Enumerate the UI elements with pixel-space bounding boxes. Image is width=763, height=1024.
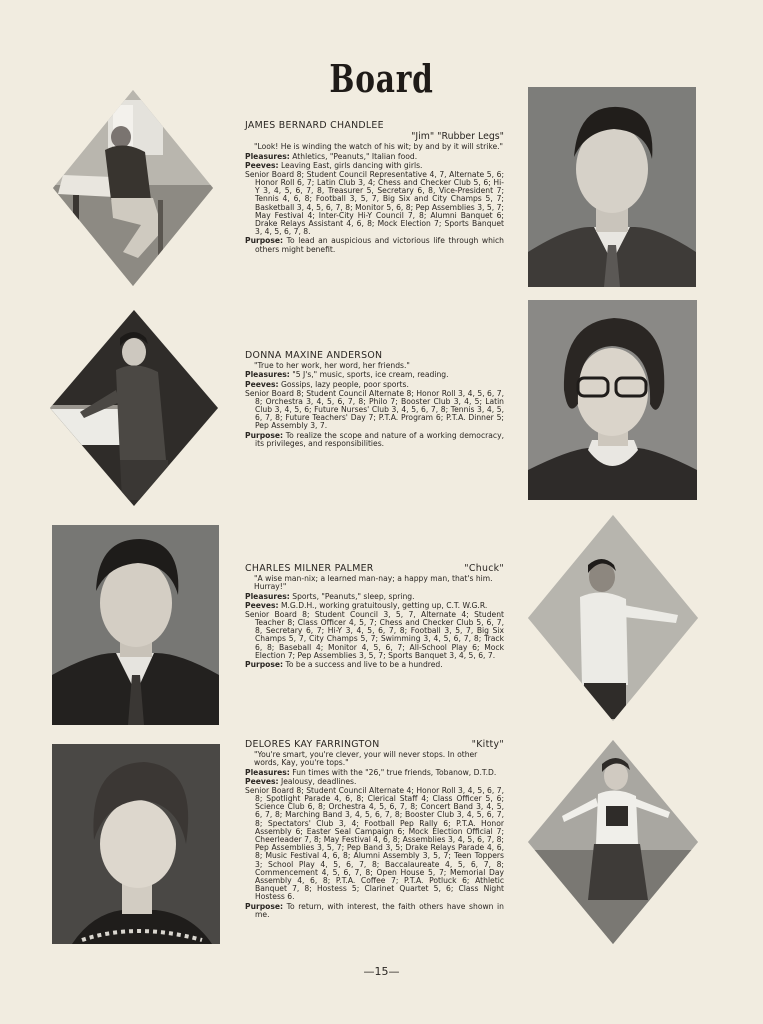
student-name: JAMES BERNARD CHANDLEE — [245, 120, 384, 131]
student-quote: "True to her work, her word, her friends." — [254, 361, 410, 371]
page-number: —15— — [363, 965, 400, 978]
pleasures-label: Pleasures: — [245, 151, 290, 161]
student-nickname: "Jim" "Rubber Legs" — [411, 131, 504, 143]
pleasures-text: Athletics, "Peanuts," Italian food. — [292, 151, 418, 161]
purpose-label: Purpose: — [245, 901, 284, 911]
candid-photo-anderson-piano — [50, 310, 218, 506]
student-nickname: "Kitty" — [471, 739, 504, 750]
portrait-anderson — [528, 300, 697, 500]
purpose-line — [245, 432, 504, 448]
student-name-row — [245, 121, 504, 131]
pleasures-text: Sports, "Peanuts," sleep, spring. — [292, 591, 415, 601]
bio-farrington — [245, 740, 504, 920]
student-name: DONNA MAXINE ANDERSON — [245, 350, 383, 361]
student-name-row — [245, 564, 504, 574]
purpose-text: To lead an auspicious and victorious life through which others might benefit. — [255, 236, 504, 254]
student-quote: "You're smart, you're clever, your will never stops. In other words, Kay, you're tops." — [254, 750, 478, 768]
bio-palmer — [245, 564, 504, 670]
portrait-palmer — [52, 525, 219, 725]
student-nickname: "Chuck" — [464, 563, 504, 574]
peeves-label: Peeves: — [245, 379, 279, 389]
purpose-text: To realize the scope and nature of a working democracy, its privileges, and responsibilities. — [255, 430, 504, 448]
pleasures-line — [245, 769, 504, 777]
peeves-line — [245, 381, 504, 389]
peeves-line — [245, 602, 504, 610]
bio-anderson — [245, 351, 504, 449]
portrait-chandlee — [528, 87, 696, 287]
peeves-label: Peeves: — [245, 160, 279, 170]
activities-text: Senior Board 8; Student Council Representative 4, 7, Alternate 5, 6; Honor Roll 6, 7; Latin Club 3, 4; Chess and Checker Club 5, 6; Hi-Y 3, 4, 5, 6, 7, 8, Treasurer 5, Secretary 6, 8, Vice-President 7; Tennis 4, 6, 8; Football 3, 5, 7, Big Six and City Champs 5, 7; Basketball 3, 4, 5, 6, 7, 8; Monitor 5, 6, 8; Pep Assemblies 3, 5, 7; May Festival 4; Inter-City Hi-Y Council 7, 8; Alumni Banquet 6; Drake Relays Assistant 4, 6, 8; Mock Election 7; Sports Banquet 3, 4, 5, 6, 7, 8. — [245, 169, 504, 237]
peeves-label: Peeves: — [245, 600, 279, 610]
peeves-text: M.G.D.H., working gratuitously, getting up, C.T. W.G.R. — [280, 600, 488, 610]
purpose-label: Purpose: — [245, 236, 284, 246]
pleasures-label: Pleasures: — [245, 591, 290, 601]
peeves-line — [245, 162, 504, 170]
pleasures-line — [245, 593, 504, 601]
purpose-line — [245, 237, 504, 253]
peeves-text: Leaving East, girls dancing with girls. — [280, 160, 423, 170]
activities-text: Senior Board 8; Student Council 3, 5, 7, Alternate 4; Student Teacher 8; Class Officer 4, 5, 7; Chess and Checker Club 5, 6, 7, 8, Secretary 6, 7; Hi-Y 3, 4, 5, 6, 7, 8; Football 3, 5, 7, Big Six Champs 5, 7, City Champs 5, 7; Swimming 3, 4, 5, 6, 7, 8; Track 6, 8; Baseball 4; Monitor 4, 5, 6, 7; All-School Play 6; Mock Election 7; Pep Assemblies 3, 5, 7; Sports Banquet 3, 4, 5, 6, 7. — [245, 609, 504, 660]
student-name-row — [245, 740, 504, 750]
activities-text: Senior Board 8; Student Council Alternate 8; Honor Roll 3, 4, 5, 6, 7, 8; Orchestra 3, 4, 5, 6, 7, 8; Philo 7; Booster Club 3, 4, 5; Latin Club 3, 4, 5, 6; Future Nurses' Club 3, 4, 5, 6, 7, 8; Tennis 3, 4, 5, 6, 7, 8; Future Teachers' Day 7; P.T.A. Program 6; P.T.A. Dinner 5; Pep Assembly 3, 7. — [245, 388, 504, 431]
pleasures-label: Pleasures: — [245, 767, 290, 777]
page-title: Board — [329, 56, 434, 101]
activities-text: Senior Board 8; Student Council Alternate 4; Honor Roll 3, 4, 5, 6, 7, 8; Spotlight Parade 4, 6, 8; Clerical Staff 4; Class Officer 5, 6; Science Club 6, 8; Orchestra 4, 5, 6, 7, 8; Concert Band 3, 4, 5, 6, 7, 8; Marching Band 3, 4, 5, 6, 7, 8; Booster Club 3, 4, 5, 6, 7, 8; Spectators' Club 3, 4; Football Pep Rally 6; P.T.A. Honor Assembly 6; Easter Seal Campaign 6; Mock Election Official 7; Cheerleader 7, 8; May Festival 4, 6, 8; Assemblies 3, 4, 5, 6, 7, 8; Pep Assemblies 3, 5, 7; Pep Band 3, 5; Drake Relays Parade 4, 6, 8; Music Festival 4, 6, 8; Alumni Assembly 3, 5, 7; Teen Toppers 3; School Play 4, 5, 6, 7, 8; Baccalaureate 4, 5, 6, 7, 8; Commencement 4, 5, 6, 7, 8; Open House 5, 7; Memorial Day Assembly 4, 6, 8; P.T.A. Coffee 7; P.T.A. Potluck 6; Athletic Banquet 7, 8; Hostess 5; Clarinet Quartet 5, 6; Class Night Hostess 6. — [245, 785, 504, 902]
student-name: CHARLES MILNER PALMER — [245, 563, 374, 574]
candid-photo-chandlee-studying — [53, 90, 213, 286]
student-name-row — [245, 351, 504, 361]
pleasures-line — [245, 153, 504, 161]
pleasures-text: "5 J's," music, sports, ice cream, reading. — [292, 370, 449, 380]
purpose-line — [245, 903, 504, 919]
candid-photo-farrington-cheer — [528, 740, 698, 944]
peeves-line — [245, 778, 504, 786]
pleasures-text: Fun times with the "26," true friends, Tobanow, D.T.D. — [292, 767, 497, 777]
purpose-label: Purpose: — [245, 430, 284, 440]
student-quote: "Look! He is winding the watch of his wit; by and by it will strike." — [254, 142, 504, 152]
purpose-line — [245, 661, 504, 669]
purpose-label: Purpose: — [245, 660, 284, 670]
peeves-text: Gossips, lazy people, poor sports. — [280, 379, 409, 389]
purpose-text: To return, with interest, the faith others have shown in me. — [255, 901, 504, 919]
student-name: DELORES KAY FARRINGTON — [245, 739, 380, 750]
peeves-label: Peeves: — [245, 776, 279, 786]
purpose-text: To be a success and live to be a hundred. — [285, 660, 443, 670]
student-quote: "A wise man-nix; a learned man-nay; a happy man, that's him. Hurray!" — [254, 574, 493, 592]
peeves-text: Jealousy, deadlines. — [280, 776, 357, 786]
candid-photo-palmer-standing — [528, 515, 698, 721]
bio-chandlee — [245, 121, 504, 255]
pleasures-label: Pleasures: — [245, 370, 290, 380]
portrait-farrington — [52, 744, 220, 944]
pleasures-line — [245, 371, 504, 379]
